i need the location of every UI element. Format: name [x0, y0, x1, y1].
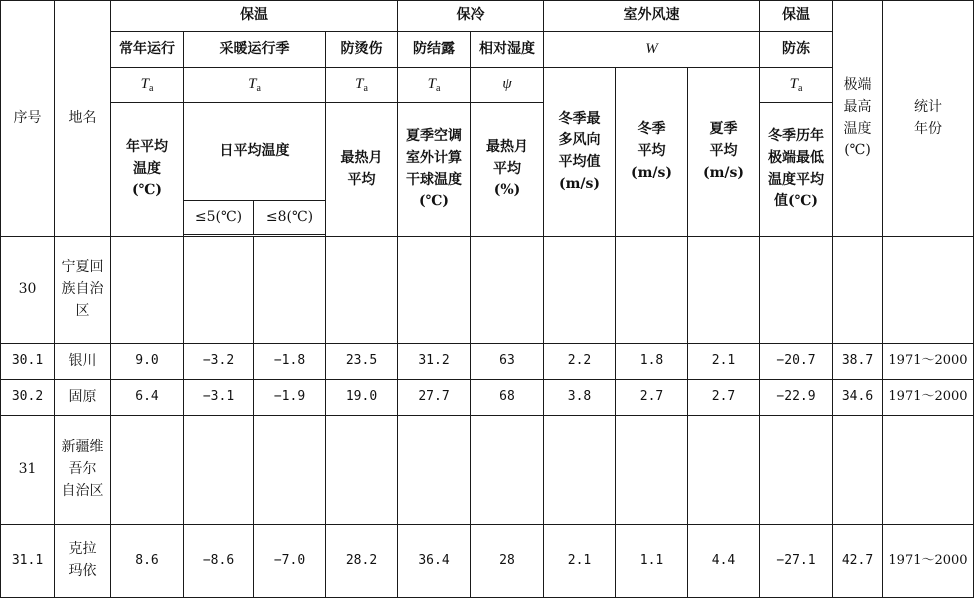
cell-wind-summer: [688, 416, 760, 525]
table-row: [1, 525, 974, 598]
cell-extreme-high: 42.7: [833, 525, 883, 598]
cell-le5: −3.1: [184, 380, 254, 416]
cell-extreme-high: [833, 416, 883, 525]
cell-seq: 30.2: [1, 380, 55, 416]
cell-le5: [184, 237, 254, 344]
header-wind-symbol: W: [544, 32, 760, 68]
header-stat-years: 统计 年份: [883, 1, 974, 237]
cell-wind-winter: 1.8: [616, 344, 688, 380]
cell-seq: 31: [1, 416, 55, 525]
header-daily-avg-temp: 日平均温度: [184, 103, 326, 201]
cell-le8: [254, 416, 326, 525]
cell-wind-summer: 4.4: [688, 525, 760, 598]
cell-place: 固原: [55, 380, 111, 416]
cell-place: 克拉 玛依: [55, 525, 111, 598]
cell-winter-low: −22.9: [760, 380, 833, 416]
cell-hottest: [326, 237, 398, 344]
cell-seq: 30.1: [1, 344, 55, 380]
cell-le8: [254, 237, 326, 344]
cell-wind-winter: [616, 416, 688, 525]
header-winter-dir-wind: 冬季最 多风向 平均值 (m/s): [544, 68, 616, 237]
header-place: 地名: [55, 1, 111, 237]
header-winter-avg-wind: 冬季 平均 (m/s): [616, 68, 688, 237]
cell-wind-dir: [544, 416, 616, 525]
cell-humidity: 28: [471, 525, 544, 598]
cell-humidity: [471, 416, 544, 525]
header-sub-frost-prevention: 防冻: [760, 32, 833, 68]
cell-le5: −8.6: [184, 525, 254, 598]
header-sub-annual-operation: 常年运行: [111, 32, 184, 68]
header-group-cold-insulation: 保冷: [398, 1, 544, 32]
cell-le8: −1.9: [254, 380, 326, 416]
cell-annual: [111, 237, 184, 344]
cell-years: 1971～2000: [883, 380, 974, 416]
cell-years: 1971～2000: [883, 344, 974, 380]
header-threshold-le8: ≤8(℃): [254, 201, 326, 235]
header-seq: 序号: [1, 1, 55, 237]
cell-le5: −3.2: [184, 344, 254, 380]
cell-le5: [184, 416, 254, 525]
cell-hottest: 28.2: [326, 525, 398, 598]
cell-wind-summer: 2.1: [688, 344, 760, 380]
cell-winter-low: −20.7: [760, 344, 833, 380]
cell-winter-low: −27.1: [760, 525, 833, 598]
cell-annual: [111, 416, 184, 525]
cell-wind-dir: 2.2: [544, 344, 616, 380]
header-winter-extreme-low: 冬季历年 极端最低 温度平均 值(℃): [760, 103, 833, 237]
cell-humidity: 68: [471, 380, 544, 416]
cell-annual: 9.0: [111, 344, 184, 380]
cell-years: 1971～2000: [883, 525, 974, 598]
cell-summer-ac: 31.2: [398, 344, 471, 380]
cell-extreme-high: 38.7: [833, 344, 883, 380]
cell-extreme-high: [833, 237, 883, 344]
cell-place: 银川: [55, 344, 111, 380]
header-summer-ac-temp: 夏季空调 室外计算 干球温度 (℃): [398, 103, 471, 237]
table-row: [1, 380, 974, 416]
header-sub-humidity: 相对湿度: [471, 32, 544, 68]
header-group-wind-speed: 室外风速: [544, 1, 760, 32]
cell-annual: 8.6: [111, 525, 184, 598]
cell-wind-winter: 2.7: [616, 380, 688, 416]
header-hottest-month-avg: 最热月 平均: [326, 103, 398, 237]
cell-summer-ac: [398, 416, 471, 525]
table-row: [1, 416, 974, 525]
cell-annual: 6.4: [111, 380, 184, 416]
symbol-ta-annual: $T_a$: [111, 68, 184, 103]
header-hottest-month-humidity: 最热月 平均 (%): [471, 103, 544, 237]
cell-place: 宁夏回 族自治 区: [55, 237, 111, 344]
cell-wind-summer: 2.7: [688, 380, 760, 416]
cell-place: 新疆维 吾尔 自治区: [55, 416, 111, 525]
cell-seq: 30: [1, 237, 55, 344]
cell-winter-low: [760, 416, 833, 525]
cell-le8: −1.8: [254, 344, 326, 380]
cell-summer-ac: 36.4: [398, 525, 471, 598]
header-sub-heating-season: 采暖运行季: [184, 32, 326, 68]
header-sub-scald-prevention: 防烫伤: [326, 32, 398, 68]
cell-winter-low: [760, 237, 833, 344]
header-annual-avg-temp: 年平均 温度 (℃): [111, 103, 184, 237]
cell-wind-dir: 2.1: [544, 525, 616, 598]
cell-wind-winter: [616, 237, 688, 344]
table-row: [1, 344, 974, 380]
cell-hottest: 19.0: [326, 380, 398, 416]
cell-years: [883, 237, 974, 344]
cell-summer-ac: 27.7: [398, 380, 471, 416]
symbol-ta-condensation: $T_a$: [398, 68, 471, 103]
table-row: [1, 237, 974, 344]
header-threshold-le5: ≤5(℃): [184, 201, 254, 235]
cell-wind-summer: [688, 237, 760, 344]
cell-hottest: [326, 416, 398, 525]
cell-years: [883, 416, 974, 525]
cell-wind-dir: 3.8: [544, 380, 616, 416]
header-group-insulation-1: 保温: [111, 1, 398, 32]
cell-humidity: [471, 237, 544, 344]
header-group-insulation-2: 保温: [760, 1, 833, 32]
cell-wind-dir: [544, 237, 616, 344]
cell-wind-winter: 1.1: [616, 525, 688, 598]
header-sub-condensation: 防结露: [398, 32, 471, 68]
symbol-ta-heating: $T_a$: [184, 68, 326, 103]
symbol-phi-humidity: ψ: [471, 68, 544, 103]
cell-hottest: 23.5: [326, 344, 398, 380]
symbol-ta-scald: $T_a$: [326, 68, 398, 103]
symbol-ta-frost: $T_a$: [760, 68, 833, 103]
cell-le8: −7.0: [254, 525, 326, 598]
header-summer-avg-wind: 夏季 平均 (m/s): [688, 68, 760, 237]
cell-humidity: 63: [471, 344, 544, 380]
cell-summer-ac: [398, 237, 471, 344]
cell-extreme-high: 34.6: [833, 380, 883, 416]
cell-seq: 31.1: [1, 525, 55, 598]
header-extreme-high: 极端 最高 温度 (℃): [833, 1, 883, 237]
